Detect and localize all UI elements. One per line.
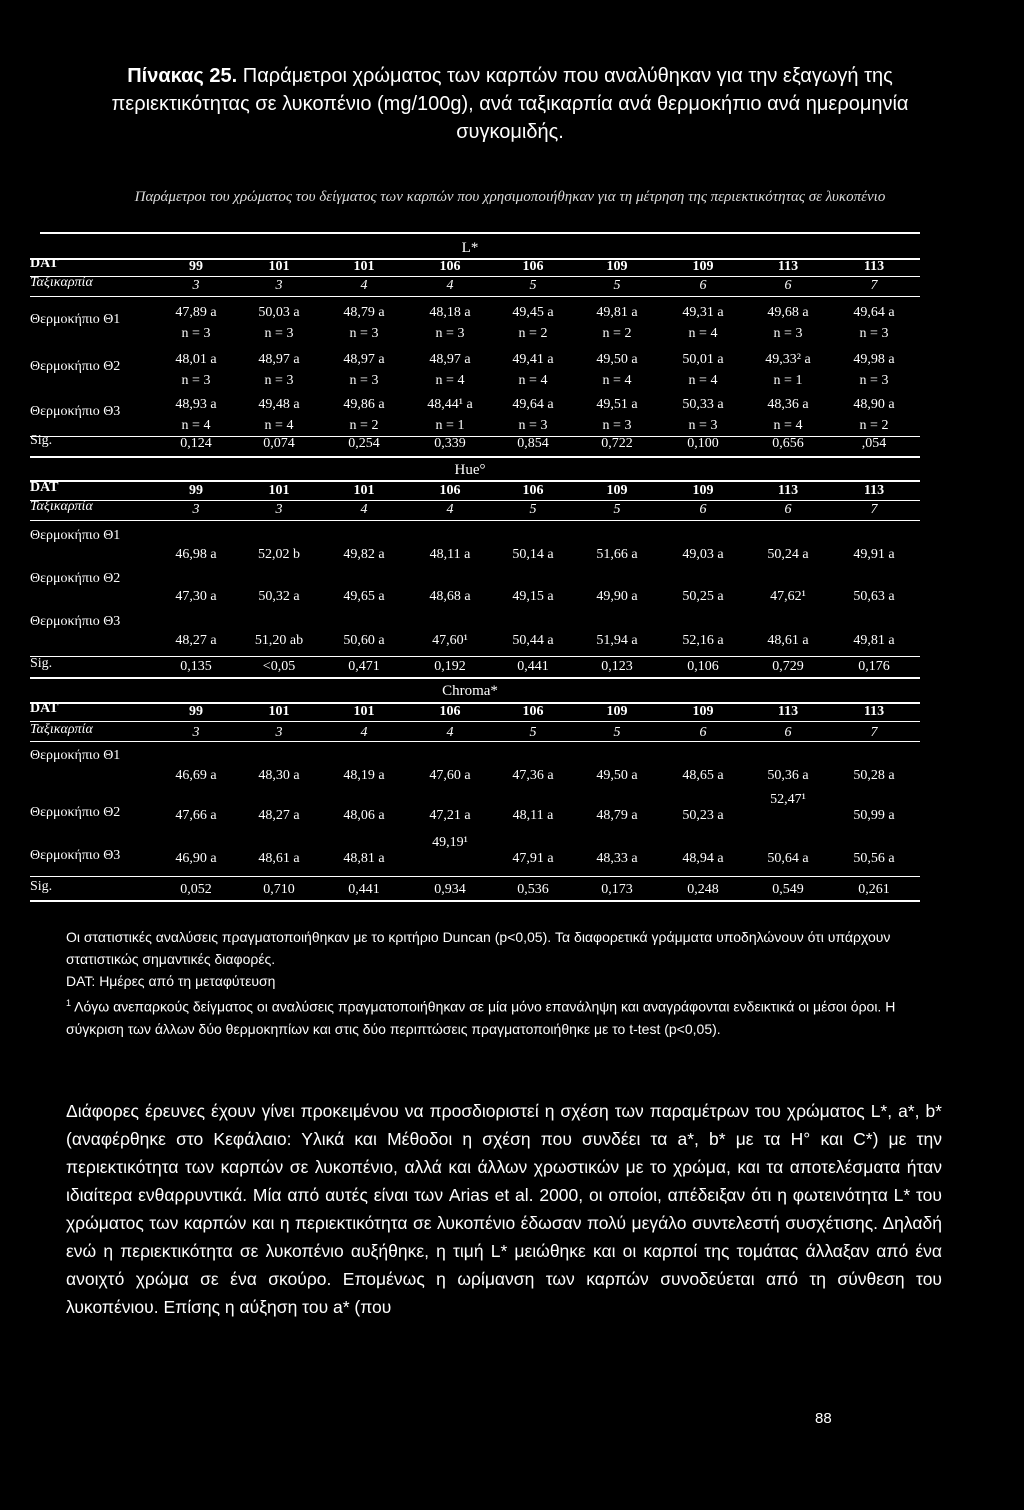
sig-row-cell: 0,135 bbox=[180, 659, 212, 674]
sig-row-cell: 0,123 bbox=[601, 659, 633, 674]
table-title: Παράμετροι του χρώματος του δείγματος των καρπών που χρησιμοποιήθηκαν για τη μέτρηση της περιεκτικότητας σε λυκοπένιο bbox=[134, 189, 886, 205]
n-cell: n = 3 bbox=[518, 418, 548, 433]
greenhouse-label: Θερμοκήπιο Θ3 bbox=[30, 404, 121, 419]
n-cell: n = 4 bbox=[181, 418, 211, 433]
n-cell: n = 3 bbox=[773, 326, 803, 341]
taxi-row-cell: 6 bbox=[699, 502, 707, 517]
value-cell: 48,65 a bbox=[682, 768, 724, 783]
taxi-row-cell: 6 bbox=[699, 278, 707, 293]
taxi-row-cell: 4 bbox=[360, 502, 368, 517]
sig-row-cell: 0,176 bbox=[858, 659, 890, 674]
n-cell: n = 2 bbox=[602, 326, 632, 341]
taxi-row-cell: 7 bbox=[870, 502, 878, 517]
value-cell: 49,51 a bbox=[596, 397, 638, 412]
taxi-row-label: Ταξικαρπία bbox=[30, 722, 93, 737]
taxi-row-cell: 3 bbox=[275, 278, 283, 293]
sig-row-label: Sig. bbox=[30, 879, 53, 894]
table-rule bbox=[40, 232, 920, 234]
note-duncan: Οι στατιστικές αναλύσεις πραγματοποιήθηκαν με το κριτήριο Duncan (p<0,05). Τα διαφορετικά γράμματα υποδηλώνουν ότι υπάρχουν στατιστικώς σημαντικές διαφορές. bbox=[66, 929, 891, 967]
dat-row-cell: 113 bbox=[777, 483, 799, 498]
section-title-hue: Hue° bbox=[454, 462, 486, 478]
dat-row-cell: 113 bbox=[863, 704, 885, 719]
taxi-row-cell: 6 bbox=[784, 278, 792, 293]
value-cell: 47,30 a bbox=[175, 589, 217, 604]
caption-text: Παράμετροι χρώματος των καρπών που αναλύθηκαν για την εξαγωγή της περιεκτικότητας σε λυκοπένιο (mg/100g), ανά ταξικαρπία ανά θερμοκήπιο ανά ημερομηνία συγκομιδής. bbox=[111, 65, 909, 143]
dat-row-cell: 109 bbox=[692, 704, 714, 719]
dat-row-cell: 99 bbox=[189, 704, 203, 719]
taxi-row-cell: 4 bbox=[446, 725, 454, 740]
value-cell: 49,64 a bbox=[512, 397, 554, 412]
value-cell: 48,79 a bbox=[596, 808, 638, 823]
n-cell: n = 3 bbox=[859, 326, 889, 341]
dat-row-cell: 101 bbox=[268, 483, 290, 498]
dat-row-cell: 109 bbox=[606, 483, 628, 498]
value-cell: 46,90 a bbox=[175, 851, 217, 866]
sig-row-label: Sig. bbox=[30, 433, 53, 448]
value-cell: 49,91 a bbox=[853, 547, 895, 562]
dat-row-label: DAT bbox=[30, 701, 59, 716]
taxi-row-cell: 5 bbox=[529, 278, 537, 293]
value-cell: 48,18 a bbox=[429, 305, 471, 320]
sig-row-cell: 0,192 bbox=[434, 659, 466, 674]
value-cell: 49,45 a bbox=[512, 305, 554, 320]
dat-row-cell: 113 bbox=[863, 483, 885, 498]
greenhouse-label: Θερμοκήπιο Θ2 bbox=[30, 359, 121, 374]
greenhouse-label: Θερμοκήπιο Θ2 bbox=[30, 805, 121, 820]
value-cell: 48,61 a bbox=[258, 851, 300, 866]
value-cell: 48,27 a bbox=[258, 808, 300, 823]
greenhouse-label: Θερμοκήπιο Θ1 bbox=[30, 528, 121, 543]
n-cell: n = 1 bbox=[435, 418, 465, 433]
value-cell: 51,20 ab bbox=[254, 633, 304, 648]
taxi-row-cell: 5 bbox=[613, 502, 621, 517]
body-paragraph: Διάφορες έρευνες έχουν γίνει προκειμένου να προσδιοριστεί η σχέση των παραμέτρων του χρώματος L*, a*, b* (αναφέρθηκε στο Κεφάλαιο: Υλικά και Μέθοδοι η σχέση που συνδέει τα a*, b* με τα H° και C*) με την περιεκτικότητα των καρπών σε λυκοπένιο, αλλά και άλλων χρωστικών με το χρώμα, και τα αποτελέσματα ήταν ιδιαίτερα ενθαρρυντικά. Μία από αυτές είναι των Arias et al. 2000, οι οποίοι, απέδειξαν ότι η φωτεινότητα L* του χρώματος των καρπών και η περιεκτικότητα σε λυκοπένιο έδωσαν πολύ μεγάλο συντελεστή συσχέτισης. Δηλαδή ενώ η περιεκτικότητα σε λυκοπένιο αυξήθηκε, η τιμή L* μειώθηκε και οι καρποί της τομάτας άλλαξαν από ένα ανοιχτό χρώμα σε ένα σκούρο. Επομένως η ωρίμανση των καρπών συνοδεύεται από τη σύνθεση του λυκοπένιου. Επίσης η αύξηση του a* (που bbox=[66, 1101, 942, 1317]
value-cell: 49,98 a bbox=[853, 352, 895, 367]
value-cell: 48,61 a bbox=[767, 633, 809, 648]
dat-row-cell: 106 bbox=[439, 704, 461, 719]
value-cell: 48,27 a bbox=[175, 633, 217, 648]
sig-row-cell: 0,471 bbox=[348, 659, 380, 674]
value-cell: 47,60 a bbox=[429, 768, 471, 783]
table-rule bbox=[30, 876, 920, 877]
n-cell: n = 3 bbox=[349, 373, 379, 388]
dat-row-cell: 101 bbox=[268, 704, 290, 719]
dat-row-cell: 99 bbox=[189, 483, 203, 498]
greenhouse-label: Θερμοκήπιο Θ2 bbox=[30, 571, 121, 586]
n-cell: n = 4 bbox=[773, 418, 803, 433]
value-cell: 48,19 a bbox=[343, 768, 385, 783]
dat-row-cell: 109 bbox=[692, 483, 714, 498]
value-cell: 51,66 a bbox=[596, 547, 638, 562]
sig-row-cell: 0,656 bbox=[772, 436, 804, 451]
table-rule bbox=[30, 456, 920, 458]
taxi-row-cell: 7 bbox=[870, 278, 878, 293]
taxi-row-label: Ταξικαρπία bbox=[30, 499, 93, 514]
taxi-row-cell: 4 bbox=[446, 502, 454, 517]
n-cell: n = 4 bbox=[688, 326, 718, 341]
n-cell: n = 2 bbox=[349, 418, 379, 433]
value-cell: 50,33 a bbox=[682, 397, 724, 412]
value-cell: 49,50 a bbox=[596, 352, 638, 367]
taxi-row-cell: 4 bbox=[360, 725, 368, 740]
n-cell: n = 1 bbox=[773, 373, 803, 388]
value-cell: 48,11 a bbox=[429, 547, 471, 562]
sig-row-cell: 0,710 bbox=[263, 882, 295, 897]
value-cell: 48,30 a bbox=[258, 768, 300, 783]
value-cell: 50,23 a bbox=[682, 808, 724, 823]
value-cell: 50,36 a bbox=[767, 768, 809, 783]
table-rule bbox=[30, 520, 920, 521]
sig-row-cell: 0,261 bbox=[858, 882, 890, 897]
taxi-row-cell: 5 bbox=[613, 725, 621, 740]
value-cell: 50,64 a bbox=[767, 851, 809, 866]
dat-row-label: DAT bbox=[30, 480, 59, 495]
n-cell: n = 4 bbox=[602, 373, 632, 388]
value-cell: 52,02 b bbox=[258, 547, 300, 562]
sig-row-cell: 0,124 bbox=[180, 436, 212, 451]
n-cell: n = 3 bbox=[264, 373, 294, 388]
section-title-lstar: L* bbox=[461, 240, 479, 256]
value-cell: 49,48 a bbox=[258, 397, 300, 412]
table-rule bbox=[30, 900, 920, 902]
taxi-row-cell: 3 bbox=[192, 725, 200, 740]
dat-row-cell: 106 bbox=[522, 704, 544, 719]
value-cell: 47,36 a bbox=[512, 768, 554, 783]
value-cell: 49,82 a bbox=[343, 547, 385, 562]
taxi-row-cell: 3 bbox=[275, 725, 283, 740]
taxi-row-cell: 4 bbox=[360, 278, 368, 293]
value-cell: 48,81 a bbox=[343, 851, 385, 866]
value-cell: 48,97 a bbox=[429, 352, 471, 367]
sig-row-cell: 0,052 bbox=[180, 882, 212, 897]
n-cell: n = 4 bbox=[264, 418, 294, 433]
dat-row-cell: 101 bbox=[268, 259, 290, 274]
dat-row-cell: 101 bbox=[353, 704, 375, 719]
value-cell: 49,81 a bbox=[853, 633, 895, 648]
section-title-chroma: Chroma* bbox=[442, 683, 498, 699]
value-cell: 50,03 a bbox=[258, 305, 300, 320]
value-cell: 52,47¹ bbox=[770, 792, 806, 807]
value-cell: 48,36 a bbox=[767, 397, 809, 412]
value-cell: 46,69 a bbox=[175, 768, 217, 783]
value-cell: 48,94 a bbox=[682, 851, 724, 866]
dat-row-cell: 106 bbox=[439, 259, 461, 274]
taxi-row-cell: 6 bbox=[784, 502, 792, 517]
dat-row-cell: 109 bbox=[606, 259, 628, 274]
dat-row-cell: 109 bbox=[692, 259, 714, 274]
value-cell: 49,90 a bbox=[596, 589, 638, 604]
value-cell: 50,28 a bbox=[853, 768, 895, 783]
note-dat: DAT: Ημέρες από τη μεταφύτευση bbox=[66, 973, 276, 989]
sig-row-cell: 0,722 bbox=[601, 436, 633, 451]
value-cell: 48,01 a bbox=[175, 352, 217, 367]
greenhouse-label: Θερμοκήπιο Θ1 bbox=[30, 748, 121, 763]
value-cell: 50,56 a bbox=[853, 851, 895, 866]
value-cell: 49,31 a bbox=[682, 305, 724, 320]
n-cell: n = 2 bbox=[518, 326, 548, 341]
n-cell: n = 3 bbox=[349, 326, 379, 341]
n-cell: n = 3 bbox=[688, 418, 718, 433]
value-cell: 48,11 a bbox=[512, 808, 554, 823]
value-cell: 48,44¹ a bbox=[427, 397, 473, 412]
taxi-row-cell: 3 bbox=[192, 278, 200, 293]
page-number: 88 bbox=[815, 1410, 832, 1427]
value-cell: 50,01 a bbox=[682, 352, 724, 367]
value-cell: 47,60¹ bbox=[432, 633, 468, 648]
greenhouse-label: Θερμοκήπιο Θ3 bbox=[30, 848, 121, 863]
value-cell: 49,41 a bbox=[512, 352, 554, 367]
value-cell: 47,21 a bbox=[429, 808, 471, 823]
table-rule bbox=[30, 741, 920, 742]
taxi-row-cell: 5 bbox=[529, 502, 537, 517]
value-cell: 50,32 a bbox=[258, 589, 300, 604]
value-cell: 49,19¹ bbox=[432, 835, 468, 850]
dat-row-cell: 101 bbox=[353, 483, 375, 498]
value-cell: 47,66 a bbox=[175, 808, 217, 823]
value-cell: 49,15 a bbox=[512, 589, 554, 604]
sig-row-cell: 0,339 bbox=[434, 436, 466, 451]
n-cell: n = 3 bbox=[264, 326, 294, 341]
value-cell: 49,33² a bbox=[765, 352, 811, 367]
table-notes bbox=[66, 926, 942, 1040]
value-cell: 49,50 a bbox=[596, 768, 638, 783]
sig-row-cell: 0,106 bbox=[687, 659, 719, 674]
dat-row-cell: 106 bbox=[522, 483, 544, 498]
value-cell: 50,44 a bbox=[512, 633, 554, 648]
value-cell: 46,98 a bbox=[175, 547, 217, 562]
taxi-row-cell: 6 bbox=[784, 725, 792, 740]
value-cell: 48,97 a bbox=[258, 352, 300, 367]
sig-row-cell: 0,441 bbox=[517, 659, 549, 674]
sig-row-cell: 0,549 bbox=[772, 882, 804, 897]
sig-row-cell: 0,248 bbox=[687, 882, 719, 897]
taxi-row-label: Ταξικαρπία bbox=[30, 275, 93, 290]
taxi-row-cell: 6 bbox=[699, 725, 707, 740]
dat-row-cell: 106 bbox=[522, 259, 544, 274]
sig-row-cell: ,054 bbox=[861, 436, 887, 451]
dat-row-cell: 106 bbox=[439, 483, 461, 498]
value-cell: 48,33 a bbox=[596, 851, 638, 866]
table-rule bbox=[30, 677, 920, 679]
sig-row-cell: 0,854 bbox=[517, 436, 549, 451]
sig-row-cell: 0,729 bbox=[772, 659, 804, 674]
value-cell: 47,89 a bbox=[175, 305, 217, 320]
value-cell: 49,03 a bbox=[682, 547, 724, 562]
sig-row-label: Sig. bbox=[30, 656, 53, 671]
taxi-row-cell: 5 bbox=[529, 725, 537, 740]
value-cell: 49,86 a bbox=[343, 397, 385, 412]
dat-row-cell: 113 bbox=[863, 259, 885, 274]
table-caption bbox=[60, 62, 960, 146]
sig-row-cell: 0,536 bbox=[517, 882, 549, 897]
dat-row-cell: 113 bbox=[777, 259, 799, 274]
value-cell: 52,16 a bbox=[682, 633, 724, 648]
caption-label: Πίνακας 25. bbox=[127, 65, 238, 87]
value-cell: 50,25 a bbox=[682, 589, 724, 604]
n-cell: n = 4 bbox=[435, 373, 465, 388]
value-cell: 51,94 a bbox=[596, 633, 638, 648]
n-cell: n = 4 bbox=[518, 373, 548, 388]
n-cell: n = 2 bbox=[859, 418, 889, 433]
dat-row-cell: 109 bbox=[606, 704, 628, 719]
taxi-row-cell: 5 bbox=[613, 278, 621, 293]
n-cell: n = 3 bbox=[181, 326, 211, 341]
sig-row-cell: 0,100 bbox=[687, 436, 719, 451]
value-cell: 47,91 a bbox=[512, 851, 554, 866]
value-cell: 49,68 a bbox=[767, 305, 809, 320]
value-cell: 50,60 a bbox=[343, 633, 385, 648]
dat-row-cell: 101 bbox=[353, 259, 375, 274]
note-footnote-text: Λόγω ανεπαρκούς δείγματος οι αναλύσεις πραγματοποιήθηκαν σε μία μόνο επανάληψη και αναγράφονται ενδεικτικά οι μέσοι όροι. Η σύγκριση των άλλων δύο θερμοκηπίων και στις δύο περιπτώσεις πραγματοποιήθηκε με το t-test (p<0,05). bbox=[66, 998, 896, 1037]
taxi-row-cell: 3 bbox=[192, 502, 200, 517]
sig-row-cell: 0,934 bbox=[434, 882, 466, 897]
dat-row-cell: 113 bbox=[777, 704, 799, 719]
value-cell: 49,64 a bbox=[853, 305, 895, 320]
value-cell: 47,62¹ bbox=[770, 589, 806, 604]
n-cell: n = 3 bbox=[859, 373, 889, 388]
value-cell: 48,97 a bbox=[343, 352, 385, 367]
note-footnote-mark: 1 bbox=[66, 998, 72, 1008]
taxi-row-cell: 3 bbox=[275, 502, 283, 517]
value-cell: 49,65 a bbox=[343, 589, 385, 604]
taxi-row-cell: 7 bbox=[870, 725, 878, 740]
value-cell: 50,14 a bbox=[512, 547, 554, 562]
sig-row-cell: 0,254 bbox=[348, 436, 380, 451]
sig-row-cell: 0,441 bbox=[348, 882, 380, 897]
n-cell: n = 4 bbox=[688, 373, 718, 388]
dat-row-cell: 99 bbox=[189, 259, 203, 274]
greenhouse-label: Θερμοκήπιο Θ3 bbox=[30, 614, 121, 629]
sig-row-cell: <0,05 bbox=[262, 659, 296, 674]
taxi-row-cell: 4 bbox=[446, 278, 454, 293]
note-footnote bbox=[66, 992, 942, 1040]
sig-row-cell: 0,173 bbox=[601, 882, 633, 897]
n-cell: n = 3 bbox=[181, 373, 211, 388]
n-cell: n = 3 bbox=[602, 418, 632, 433]
value-cell: 48,68 a bbox=[429, 589, 471, 604]
value-cell: 50,99 a bbox=[853, 808, 895, 823]
table-rule bbox=[30, 296, 920, 297]
dat-row-label: DAT bbox=[30, 256, 59, 271]
value-cell: 48,93 a bbox=[175, 397, 217, 412]
n-cell: n = 3 bbox=[435, 326, 465, 341]
value-cell: 50,63 a bbox=[853, 589, 895, 604]
sig-row-cell: 0,074 bbox=[263, 436, 295, 451]
value-cell: 49,81 a bbox=[596, 305, 638, 320]
value-cell: 50,24 a bbox=[767, 547, 809, 562]
value-cell: 48,79 a bbox=[343, 305, 385, 320]
greenhouse-label: Θερμοκήπιο Θ1 bbox=[30, 312, 121, 327]
value-cell: 48,06 a bbox=[343, 808, 385, 823]
value-cell: 48,90 a bbox=[853, 397, 895, 412]
